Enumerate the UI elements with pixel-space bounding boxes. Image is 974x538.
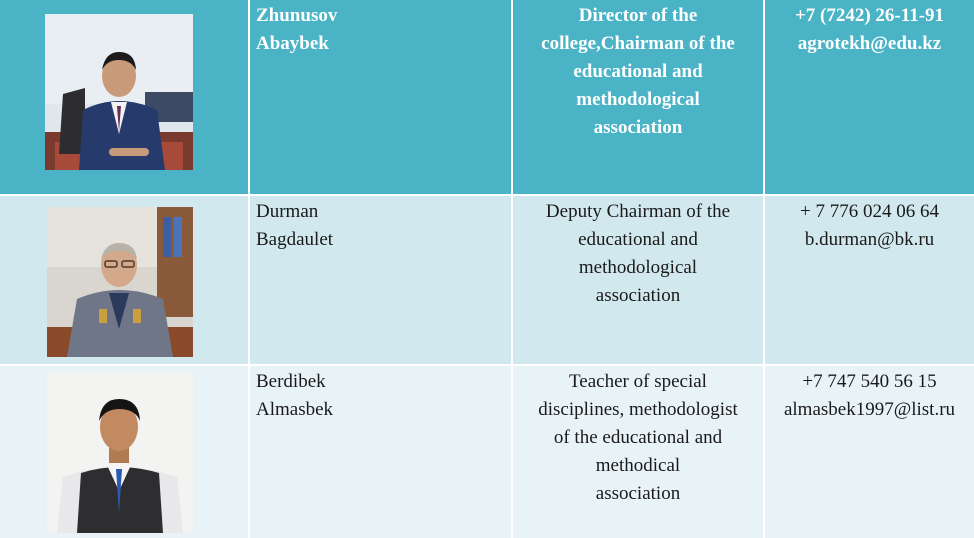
role-line: educational and xyxy=(573,61,703,82)
name-cell xyxy=(250,366,513,538)
portrait-photo xyxy=(45,14,193,170)
name-cell xyxy=(250,196,513,366)
table-row xyxy=(0,196,974,366)
photo-cell xyxy=(0,196,250,366)
name-line: Bagdaulet xyxy=(256,229,334,250)
contact-cell xyxy=(765,196,974,366)
contact-cell xyxy=(765,366,974,538)
role-line: association xyxy=(595,483,681,504)
role-line: association xyxy=(595,285,681,306)
table-row xyxy=(0,366,974,538)
person-portrait-icon xyxy=(45,14,193,170)
person-portrait-icon xyxy=(47,207,193,357)
name-line: Zhunusov xyxy=(256,5,338,26)
email-address: almasbek1997@list.ru xyxy=(783,399,956,420)
role-line: college,Chairman of the xyxy=(541,33,735,54)
role-line: methodical xyxy=(595,455,681,476)
name-line: Durman xyxy=(256,201,319,222)
phone-number: +7 747 540 56 15 xyxy=(802,371,937,392)
photo-cell xyxy=(0,0,250,196)
photo-cell xyxy=(0,366,250,538)
role-line: disciplines, methodologist xyxy=(538,399,738,420)
role-line: methodological xyxy=(576,89,700,110)
name-cell xyxy=(250,0,513,196)
role-cell xyxy=(513,0,765,196)
name-line: Abaybek xyxy=(256,33,329,54)
phone-number: +7 (7242) 26-11-91 xyxy=(794,5,945,26)
portrait-photo xyxy=(47,207,193,357)
email-address: agrotekh@edu.kz xyxy=(797,33,942,54)
name-line: Almasbek xyxy=(256,399,334,420)
person-portrait-icon xyxy=(47,373,193,533)
role-line: Teacher of special xyxy=(569,371,707,392)
role-line: Director of the xyxy=(578,5,698,26)
role-line: association xyxy=(593,117,683,138)
name-line: Berdibek xyxy=(256,371,326,392)
role-line: methodological xyxy=(578,257,698,278)
role-line: educational and xyxy=(578,229,698,250)
email-address: b.durman@bk.ru xyxy=(804,229,935,250)
portrait-photo xyxy=(47,373,193,533)
role-line: of the educational and xyxy=(553,427,723,448)
role-cell xyxy=(513,366,765,538)
role-cell xyxy=(513,196,765,366)
contact-cell xyxy=(765,0,974,196)
phone-number: + 7 776 024 06 64 xyxy=(800,201,939,222)
table-row xyxy=(0,0,974,196)
role-line: Deputy Chairman of the xyxy=(545,201,731,222)
